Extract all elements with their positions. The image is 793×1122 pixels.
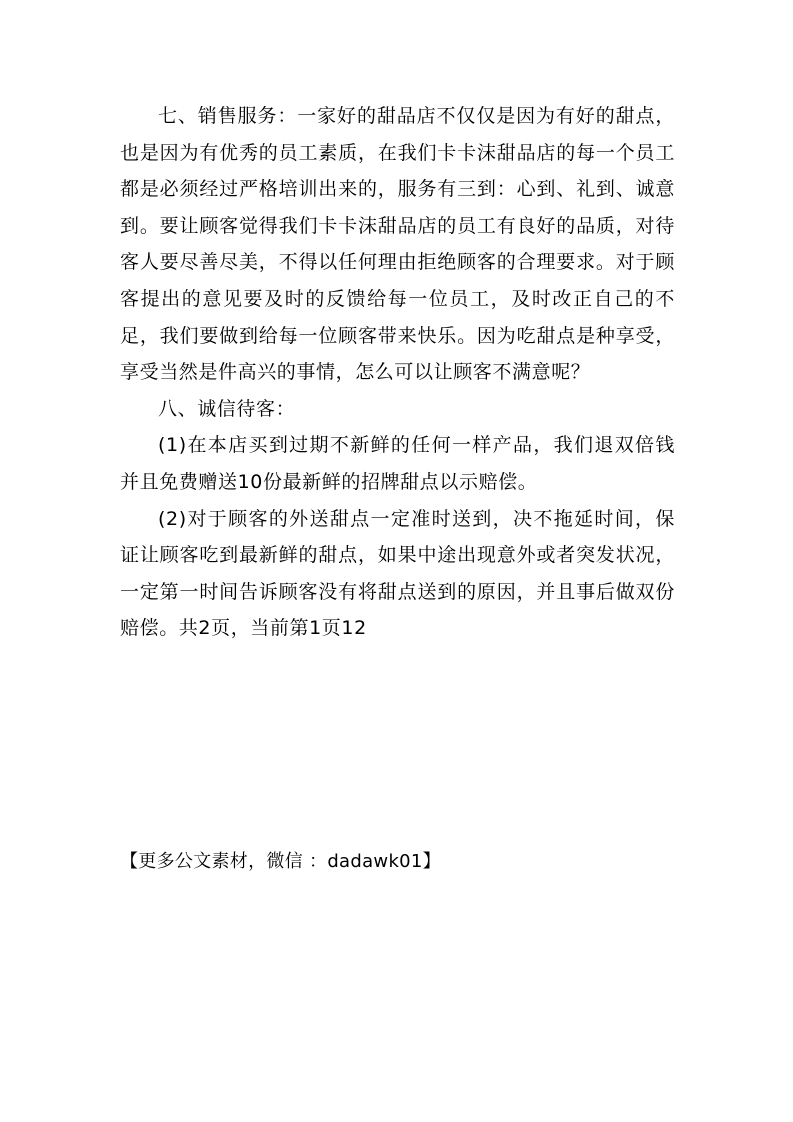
document-body	[120, 98, 675, 647]
paragraph-sales-service: 七、销售服务：一家好的甜品店不仅仅是因为有好的甜点，也是因为有优秀的员工素质，在我们卡卡沫甜品店的每一个员工都是必须经过严格培训出来的，服务有三到：心到、礼到、诚意到。要让顾客觉得我们卡卡沫甜品店的员工有良好的品质，对待客人要尽善尽美，不得以任何理由拒绝顾客的合理要求。对于顾客提出的意见要及时的反馈给每一位员工，及时改正自己的不足，我们要做到给每一位顾客带来快乐。因为吃甜点是种享受，享受当然是件高兴的事情，怎么可以让顾客不满意呢？	[120, 105, 675, 384]
footer-note: 【更多公文素材，微信 ：dadawk01】	[120, 851, 441, 872]
paragraph-integrity-heading: 八、诚信待客：	[158, 397, 296, 420]
paragraph-integrity-item-1: (1)在本店买到过期不新鲜的任何一样产品，我们退双倍钱并且免费赠送10份最新鲜的招牌甜点以示赔偿。	[120, 434, 675, 493]
paragraph-integrity-item-2: (2)对于顾客的外送甜点一定准时送到，决不拖延时间，保证让顾客吃到最新鲜的甜点，如果中途出现意外或者突发状况，一定第一时间告诉顾客没有将甜点送到的原因，并且事后做双份赔偿。共2页，当前第1页12	[120, 507, 675, 640]
